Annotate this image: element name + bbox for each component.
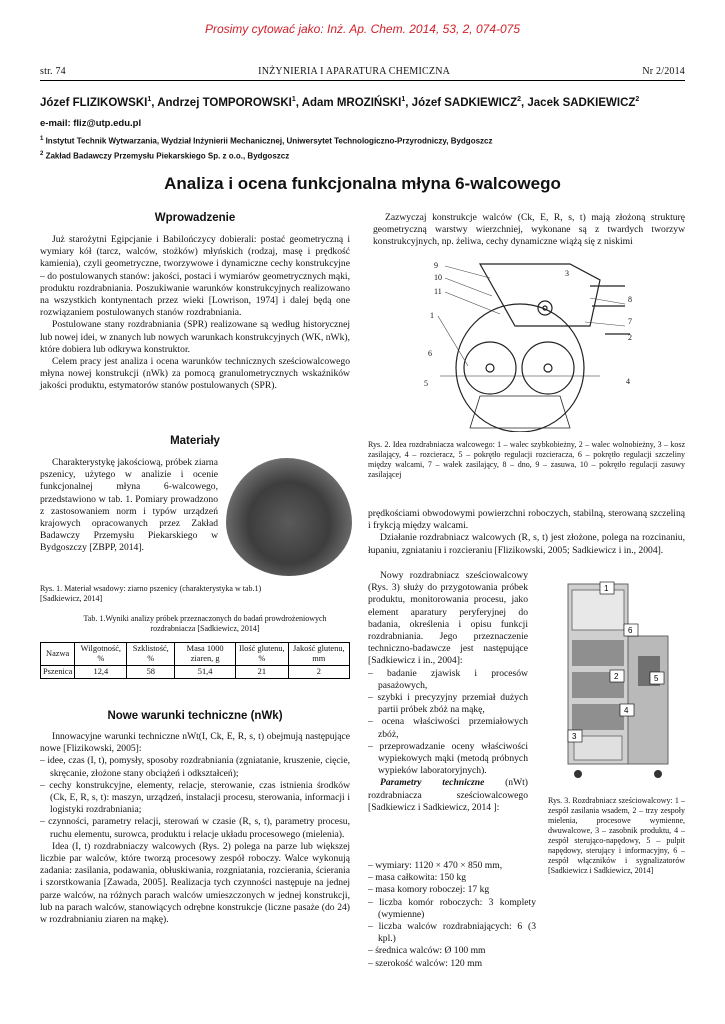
table-cell: 51,4 — [175, 666, 236, 679]
intro-paragraph: Celem pracy jest analiza i ocena warunków technicznych sześciowalcowego młyna nowej konstrukcji (nWk) za pomocą granulometrycznych wskaźników jakości produktu, estymatorów stanów postulowanych (SPR). — [40, 356, 350, 392]
intro-paragraph: Postulowane stany rozdrabniania (SPR) realizowane są według historycznej lub nowej idei, w znanych lub nowych warunkach konstrukcyjnych (WK, nWk), które dobiera lub odkrywa konstruktor. — [40, 319, 350, 355]
list-item: – masa komory roboczej: 17 kg — [368, 884, 490, 896]
fig3-label: 5 — [654, 674, 659, 683]
author-name: Józef SADKIEWICZ — [411, 96, 518, 109]
table-1 — [40, 642, 350, 679]
fig3-machine-photo — [538, 576, 686, 788]
params-heading: Parametry techniczne — [380, 777, 485, 789]
author-affiliation-mark: 1 — [147, 96, 152, 103]
list-item: – liczba walców rozdrabniających: 6 (3 kpl.) — [368, 921, 536, 945]
list-item: – cechy konstrukcyjne, elementy, relacje, sterowanie, czas istnienia środków (Ck, E, R, s, t): maszyn, urządzeń, instalacji procesu, sterowania, informacji i logistyki rozdrabniania; — [40, 779, 350, 816]
table-header-cell: Ilość glutenu, % — [236, 643, 288, 666]
author-name: Jacek SADKIEWICZ — [527, 96, 636, 109]
fig2-label: 2 — [628, 333, 632, 342]
author-affiliation-mark: 1 — [401, 96, 406, 103]
fig2-label: 6 — [428, 349, 432, 358]
table-cell: 12,4 — [75, 666, 127, 679]
fig2-label: 11 — [434, 287, 442, 296]
intro-paragraph: Już starożytni Egipcjanie i Babilończycy dobierali: postać geometryczną i wymiary kół (tarcz, walców, stożków) młyńskich (rodzaj, masę i prędkość kamienia), czyli geometryczne, tworzywowe i dynamiczne cechy konstrukcyjne – do postulowanych stanów: jakości, postaci i wymiarów geometrycznych mąki, produktu rozdrabniania. Poszukiwanie warunków konstrukcyjnych realizowano na wszystkich kontynentach przez wieki [Lowrison, 1974] i dalej będą one rozwiązaniem postulowanych stanów rozdrabniania. — [40, 234, 350, 319]
purpose-list — [368, 668, 528, 778]
author-email[interactable]: e-mail: fliz@utp.edu.pl — [40, 118, 142, 129]
table-header-cell: Nazwa — [41, 643, 75, 666]
table-header-row — [41, 643, 350, 666]
fig2-label: 3 — [565, 269, 569, 278]
page-number: str. 74 — [40, 66, 66, 77]
roller-1 — [464, 342, 516, 394]
section-materials-heading: Materiały — [170, 435, 220, 447]
table-header-cell: Masa 1000 ziaren, g — [175, 643, 236, 666]
author-affiliation-mark: 1 — [291, 96, 296, 103]
fig1-caption: Rys. 1. Materiał wsadowy: ziarno pszenicy (charakterystyka w tab.1) [Sadkiewicz, 2014] — [40, 584, 262, 603]
list-item: – czynności, parametry relacji, sterowań w czasie (R, s, t), parametry procesu, ruchu elementu, surowca, produktu i relacje układu procesowego (mielenia). — [40, 816, 350, 840]
fig3-label: 6 — [628, 626, 633, 635]
materials-text: Charakterystykę jakościową, próbek ziarna pszenicy, użytego w analizie i ocenie funkcjonalnej młyna 6-walcowego, przedstawiono w tab. 1. Pomiary prowadzono z zastosowaniem norm i typów urządzeń krajowych opracowanych przez Zakład Badawczy Przemysłu Piekarskiego w Bydgoszczy [ZBPP, 2014]. — [40, 457, 218, 554]
list-item: – liczba komór roboczych: 3 komplety (wymienne) — [368, 896, 536, 920]
fig2-label: 10 — [434, 273, 442, 282]
list-item: – badanie zjawisk i procesów pasażowych, — [368, 667, 528, 691]
wheat-grain-photo — [226, 458, 352, 576]
table-cell: 2 — [288, 666, 349, 679]
author-list: Józef FLIZIKOWSKI$^1$, Andrzej TOMPOROWSKI$^1$, Adam MROZIŃSKI$^1$, Józef SADKIEWICZ$^2$, Jacek SADKIEWICZ$^2$ — [40, 96, 640, 109]
issue-number: Nr 2/2014 — [642, 66, 685, 77]
fig2-roller-diagram — [420, 256, 670, 432]
journal-name: INŻYNIERIA I APARATURA CHEMICZNA — [258, 66, 451, 77]
header-rule — [40, 80, 685, 81]
list-item: – ocena właściwości przemiałowych zbóż, — [368, 716, 528, 740]
table1-caption: Tab. 1.Wyniki analizy próbek przeznaczonych do badań prowdrożeniowych rozdrabniacza [Sadkiewicz, 2014] — [83, 614, 327, 633]
fig2-label: 1 — [430, 311, 434, 320]
fig2-caption: Rys. 2. Idea rozdrabniacza walcowego: 1 – walec szybkobieżny, 2 – walec wolnobieżny, 3 – kosz zasilający, 4 – rozcieracz, 5 – pokrętło regulacji rozcieracza, 6 – pokrętło regulacji szczeliny między walcami, 7 – wałek zasilający, 8 – dno, 9 – zasuwa, 10 – pokrętło regulacji zasuwy zasilającej — [368, 440, 685, 479]
params-list — [368, 860, 536, 970]
section-intro-heading: Wprowadzenie — [154, 212, 236, 224]
list-item: – idee, czas (I, t), pomysły, sposoby rozdrabniania (zgniatanie, kruszenie, cięcie, skręcanie, złożone stany obciążeń i odkształceń); — [40, 755, 350, 779]
section-nwk-heading: Nowe warunki techniczne (nWk) — [107, 710, 283, 722]
fig3-label: 1 — [604, 584, 609, 593]
fig3-caption: Rys. 3. Rozdrabniacz sześciowalcowy: 1 – zespół zasilania wsadem, 2 – trzy zespoły mielenia, procesowe wymienne, dwuwalcowe, 3 – zasobnik produktu, 4 – zespół sterująco-napędowy, 5 – pulpit napędowy, sterujący i informacyjny, 6 – zespół włączników i sygnalizatorów [Sadkiewicz i Sadkiewicz, 2014] — [548, 796, 685, 875]
list-item: – średnica walców: Ø 100 mm — [368, 945, 486, 957]
affiliation-2: $^2$ Zakład Badawczy Przemysłu Piekarskiego Sp. z o.o., Bydgoszcz — [40, 151, 290, 161]
table-cell: Pszenica — [41, 666, 75, 679]
fig2-label: 5 — [424, 379, 428, 388]
author-affiliation-mark: 2 — [635, 96, 640, 103]
right-intro-text: Zazwyczaj konstrukcje walców (Ck, E, R, s, t) mają złożoną strukturę geometryczną warstwy wierzchniej, wykonane są z twardych tworzyw konstrukcyjnych, np. żeliwa, cechy dynamiczne wiążą się z niskimi — [373, 212, 685, 248]
fig3-label: 2 — [614, 672, 619, 681]
list-item: – masa całkowita: 150 kg — [368, 872, 467, 884]
author-name: Andrzej TOMPOROWSKI — [157, 96, 292, 109]
fig3-label: 3 — [572, 732, 577, 741]
housing-circle — [456, 304, 584, 432]
list-item: – szybki i precyzyjny przemiał dużych partii próbek zbóż na mąkę, — [368, 692, 528, 716]
author-name: Adam MROZIŃSKI — [301, 96, 402, 109]
roller-2 — [522, 342, 574, 394]
right-text-block: prędkościami obwodowymi powierzchni roboczych, stabilną, sterowaną szczeliną i frykcją między walcami. Działanie rozdrabniacz walcowych (R, s, t) jest złożone, polega na rozcinaniu, łupaniu, zgniataniu i rozcieraniu [Flizikowski, 2005; Sadkiewicz i in., 2004]. — [368, 508, 685, 556]
fig2-label: 8 — [628, 295, 632, 304]
running-header — [40, 66, 685, 77]
author-affiliation-mark: 2 — [517, 96, 521, 103]
fig2-label: 4 — [626, 377, 630, 386]
table-header-cell: Jakość glutenu, mm — [288, 643, 349, 666]
fig3-label: 4 — [624, 706, 629, 715]
feed-hopper — [480, 264, 600, 326]
list-item: – wymiary: 1120 × 470 × 850 mm, — [368, 860, 503, 871]
nwk-list — [40, 755, 350, 840]
citation-note: Prosimy cytować jako: Inż. Ap. Chem. 2014, 53, 2, 074-075 — [204, 22, 521, 36]
table-cell: 21 — [236, 666, 288, 679]
table-header-cell: Wilgotność, % — [75, 643, 127, 666]
fig2-label: 7 — [628, 317, 632, 326]
author-name: Józef FLIZIKOWSKI — [40, 96, 148, 109]
list-item: – szerokość walców: 120 mm — [368, 957, 483, 969]
right-narrow-text: Nowy rozdrabniacz sześciowalcowy (Rys. 3) służy do przygotowania próbek produktu, monitorowania procesu, jako element aparatury peryferyjnej do badania, określenia i opisu funkcji rozdrabniania. Jego przeznaczenie techniczno-badawcze jest następujące [Sadkiewicz i in., 2004]: – badanie zjawisk i procesów pasażowych, – szybki i precyzyjny przemiał dużych partii próbek zbóż na mąkę, – ocena właściwości przemiałowych zbóż, – przeprowadzanie oceny właściwości wypiekowych mąki (metodą próbnych wypieków laboratoryjnych). Parametry techniczne (nWt) rozdrabniacza sześciowalcowego [Sadkiewicz i Sadkiewicz, 2014 ]: — [368, 570, 528, 813]
list-item: – przeprowadzanie oceny właściwości wypiekowych mąki (metodą próbnych wypieków laboratoryjnych). — [368, 740, 528, 777]
affiliation-1: $^1$ Instytut Technik Wytwarzania, Wydział Inżynierii Mechanicznej, Uniwersytet Technologiczno-Przyrodniczy, Bydgoszcz — [40, 136, 493, 146]
fig2-label: 9 — [434, 261, 438, 270]
table-cell: 58 — [127, 666, 175, 679]
nwk-text: Innowacyjne warunki techniczne nWt(I, Ck, E, R, s, t) obejmują następujące nowe [Flizikowski, 2005]: – idee, czas (I, t), pomysły, sposoby rozdrabniania (zgniatanie, kruszenie, cięcie, skręcanie, złożone stany obciążeń i odkształceń); – cechy konstrukcyjne, elementy, relacje, sterowanie, czas istnienia środków (Ck, E, R, s, t): maszyn, urządzeń, instalacji procesu, sterowania, informacji i logistyki rozdrabniania; – czynności, parametry relacji, sterowań w czasie (R, s, t), parametry procesu, ruchu elementu, surowca, produktu i relacje układu procesowego (mielenia). Idea (I, t) rozdrabniaczy walcowych (Rys. 2) polega na parze lub większej liczbie par walców, które tworzą procesowy zespół roboczy. Walce wykonują zadania: zasilania, podawania, obłuskiwania, rozgniatania, rozcierania, ścierania i szorstkowania [Zawada, 2005]. Realizacja tych czynności następuje na jednej parze walców, na różnych parach walców umieszczonych w jednej konstrukcji, lub na parach walców, stanowiących odrębne konstrukcje (liczne pasaże (do 24) w rozdrabnianiu ziaren na mąkę). — [40, 731, 350, 926]
article-title: Analiza i ocena funkcjonalna młyna 6-walcowego — [164, 174, 561, 193]
table-row — [41, 666, 350, 679]
intro-text — [40, 234, 350, 393]
table-header-cell: Szklistość, % — [127, 643, 175, 666]
